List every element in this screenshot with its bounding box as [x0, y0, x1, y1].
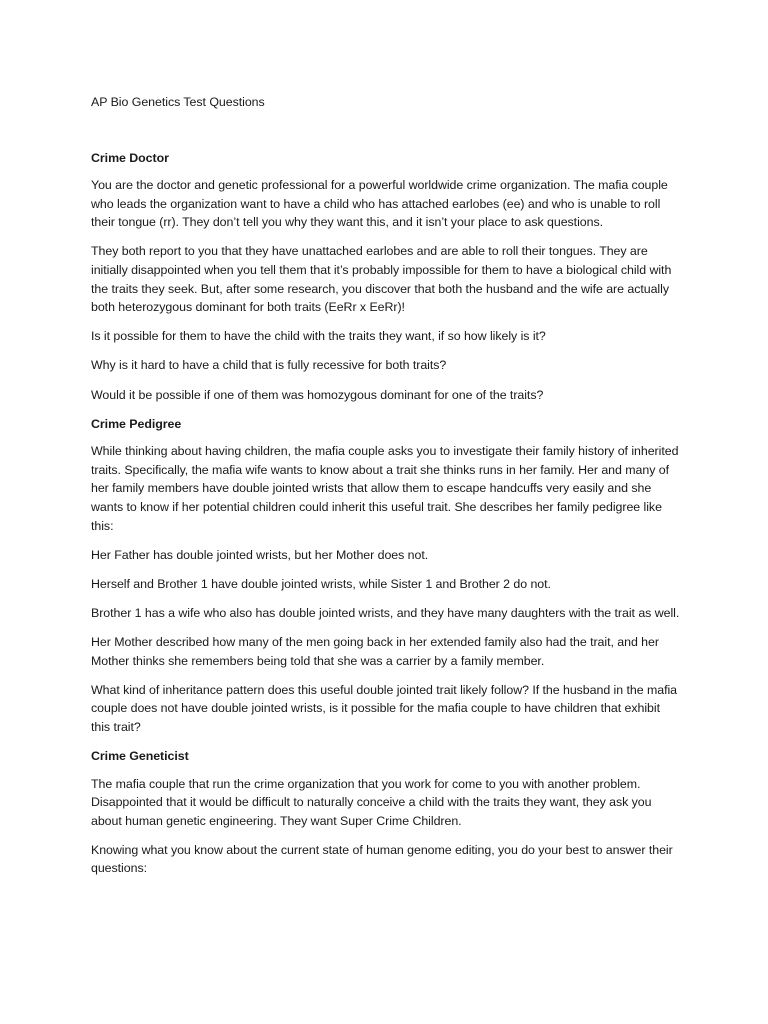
paragraph: They both report to you that they have unattached earlobes and are able to roll their tongues. They are initially disappointed when you tell them that it’s probably impossible for them to have a biological child with the traits they seek. But, after some research, you discover that both the husband and the wife are actually both heterozygous dominant for both traits (EeRr x EeRr)!: [91, 244, 672, 315]
section-heading: Crime Pedigree: [91, 416, 182, 431]
paragraph: Her Mother described how many of the men going back in her extended family also had the trait, and her Mother thinks she remembers being told that she was a carrier by a family member.: [91, 634, 659, 668]
section-heading: Crime Geneticist: [91, 748, 189, 763]
paragraph: Herself and Brother 1 have double jointed wrists, while Sister 1 and Brother 2 do not.: [91, 576, 551, 591]
section-crime-doctor: [91, 149, 681, 405]
document-title: AP Bio Genetics Test Questions: [91, 95, 265, 109]
question: Would it be possible if one of them was homozygous dominant for one of the traits?: [91, 387, 544, 402]
question: What kind of inheritance pattern does this useful double jointed trait likely follow? If the husband in the mafia couple does not have double jointed wrists, is it possible for the mafia couple to have children that exhibit this trait?: [91, 682, 678, 734]
question: Is it possible for them to have the child with the traits they want, if so how likely is it?: [91, 329, 546, 344]
paragraph: Her Father has double jointed wrists, but her Mother does not.: [91, 547, 429, 562]
paragraph: You are the doctor and genetic professional for a powerful worldwide crime organization. The mafia couple who leads the organization want to have a child who has attached earlobes (ee) and who is unable to roll their tongue (rr). They don’t tell you why they want this, and it isn’t your place to ask questions.: [91, 178, 668, 230]
paragraph: While thinking about having children, the mafia couple asks you to investigate their family history of inherited traits. Specifically, the mafia wife wants to know about a trait she thinks runs in her family. Her and many of her family members have double jointed wrists that allow them to escape handcuffs very easily and she wants to know if her potential children could inherit this useful trait. She describes her family pedigree like this:: [91, 444, 679, 533]
question: Why is it hard to have a child that is fully recessive for both traits?: [91, 358, 447, 373]
section-crime-pedigree: [91, 415, 681, 737]
paragraph: Brother 1 has a wife who also has double jointed wrists, and they have many daughters with the trait as well.: [91, 605, 680, 620]
document-page: [91, 93, 681, 889]
paragraph: The mafia couple that run the crime organization that you work for come to you with another problem. Disappointed that it would be difficult to naturally conceive a child with the traits they want, they ask you about human genetic engineering. They want Super Crime Children.: [91, 776, 652, 828]
paragraph: Knowing what you know about the current state of human genome editing, you do your best to answer their questions:: [91, 842, 673, 876]
section-heading: Crime Doctor: [91, 150, 169, 165]
section-crime-geneticist: [91, 747, 681, 878]
